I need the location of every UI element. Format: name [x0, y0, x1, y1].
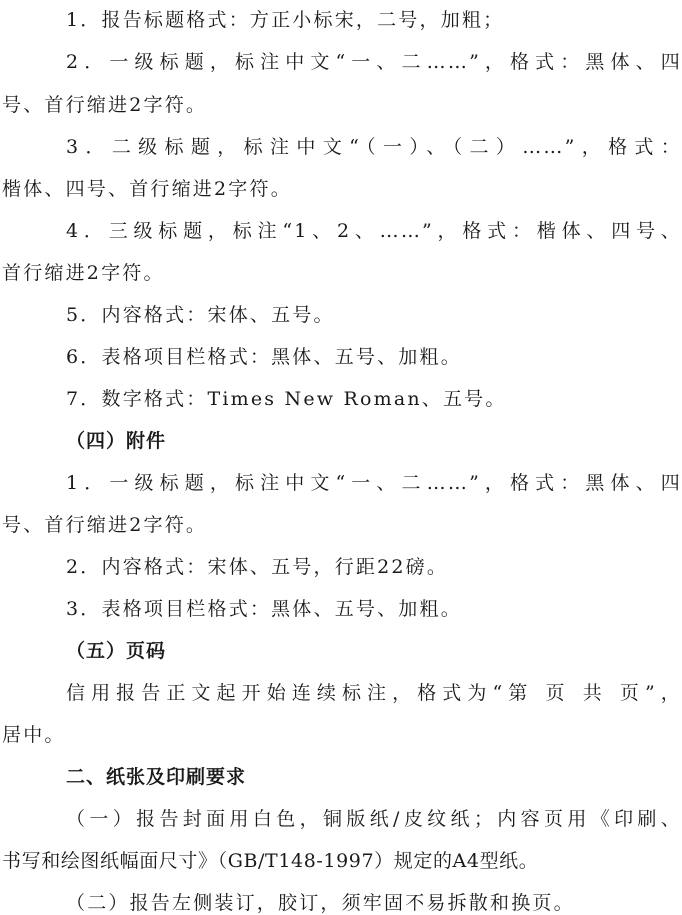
paragraph-paper-line2: 书写和绘图纸幅面尺寸》（GB/T148-1997）规定的A4型纸。: [2, 850, 539, 872]
paragraph-level1-heading-line2: 号、首行缩进2字符。: [2, 94, 208, 116]
paragraph-level2-heading-line2: 楷体、四号、首行缩进2字符。: [2, 178, 292, 200]
paragraph-level2-heading-line1: 3．二级标题，标注中文“（一）、（二）……”，格式：: [66, 136, 682, 158]
paragraph-binding: （二）报告左侧装订，胶订，须牢固不易拆散和换页。: [66, 892, 575, 914]
paragraph-page-number-line2: 居中。: [2, 724, 66, 746]
paragraph-level3-heading-line2: 首行缩进2字符。: [2, 262, 165, 284]
paragraph-content-format: 5．内容格式：宋体、五号。: [66, 304, 335, 326]
paragraph-title-format: 1．报告标题格式：方正小标宋，二号，加粗；: [66, 9, 505, 31]
paragraph-table-header-format: 6．表格项目栏格式：黑体、五号、加粗。: [66, 346, 462, 368]
paragraph-number-format: 7．数字格式：Times New Roman、五号。: [66, 388, 507, 410]
paragraph-attachment-content-format: 2．内容格式：宋体、五号，行距22磅。: [66, 556, 449, 578]
subheading-attachments: （四）附件: [66, 430, 167, 452]
paragraph-paper-line1: （一）报告封面用白色，铜版纸/皮纹纸；内容页用《印刷、: [66, 808, 682, 830]
paragraph-level1-heading-line1: 2．一级标题，标注中文“一、二……”，格式：黑体、四: [66, 51, 682, 73]
section-heading-paper-printing: 二、纸张及印刷要求: [66, 766, 247, 788]
paragraph-attachment-table-format: 3．表格项目栏格式：黑体、五号、加粗。: [66, 598, 462, 620]
subheading-page-number: （五）页码: [66, 640, 167, 662]
paragraph-attachment-level1-line2: 号、首行缩进2字符。: [2, 514, 208, 536]
paragraph-attachment-level1-line1: 1．一级标题，标注中文“一、二……”，格式：黑体、四: [66, 472, 682, 494]
paragraph-page-number-line1: 信用报告正文起开始连续标注，格式为“第 页 共 页”，: [66, 682, 682, 704]
paragraph-level3-heading-line1: 4．三级标题，标注“1、2、……”，格式：楷体、四号、: [66, 220, 682, 242]
